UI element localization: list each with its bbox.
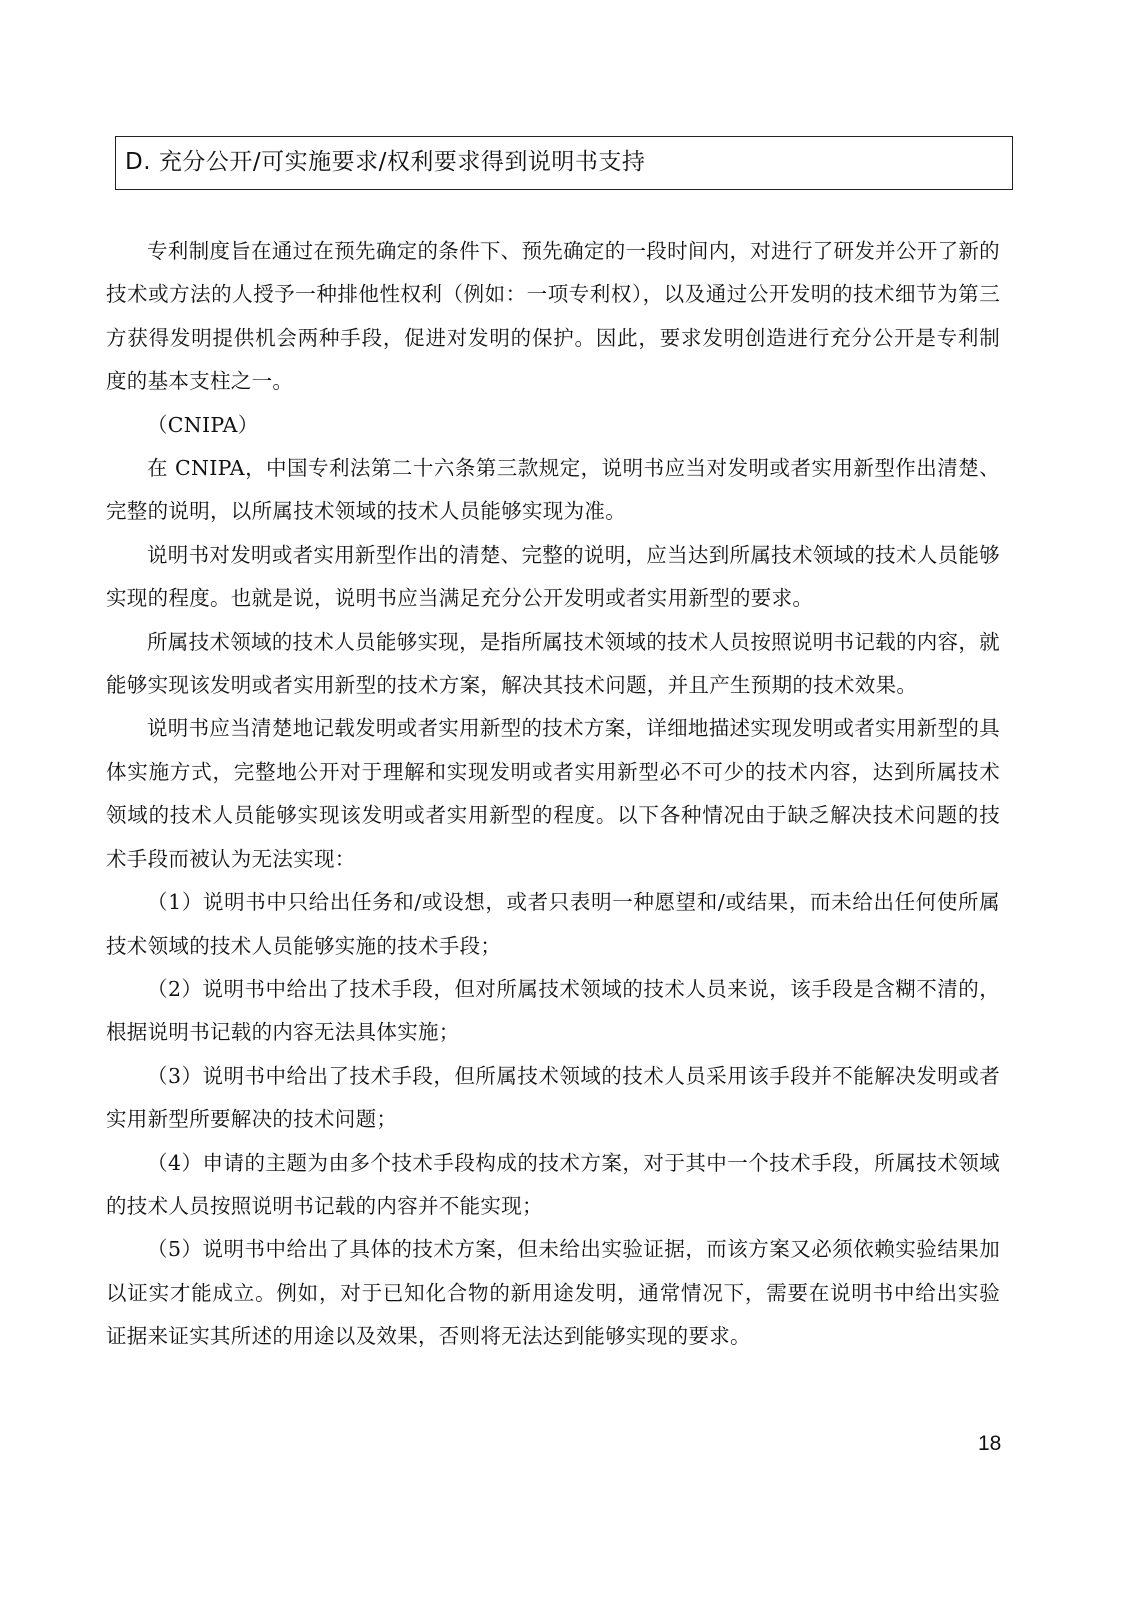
paragraph-cnipa-label: （CNIPA） (147, 412, 259, 437)
paragraph-technical-solution: 说明书应当清楚地记载发明或者实用新型的技术方案，详细地描述实现发明或者实用新型的具体实施方式，完整地公开对于理解和实现发明或者实用新型必不可少的技术内容，达到所属技术领域的技术人员能够实现该发明或者实用新型的程度。以下各种情况由于缺乏解决技术问题的技术手段而被认为无法实现： (106, 716, 1000, 871)
list-item-1: （1）说明书中只给出任务和/或设想，或者只表明一种愿望和/或结果，而未给出任何使所属技术领域的技术人员能够实施的技术手段； (106, 890, 1000, 958)
list-item-4: （4）申请的主题为由多个技术手段构成的技术方案，对于其中一个技术手段，所属技术领域的技术人员按照说明书记载的内容并不能实现； (106, 1150, 1000, 1218)
paragraph-clear-complete: 说明书对发明或者实用新型作出的清楚、完整的说明，应当达到所属技术领域的技术人员能够实现的程度。也就是说，说明书应当满足充分公开发明或者实用新型的要求。 (106, 542, 1000, 611)
list-item-2: （2）说明书中给出了技术手段，但对所属技术领域的技术人员来说，该手段是含糊不清的，根据说明书记载的内容无法具体实施； (106, 976, 1000, 1045)
paragraph-able-to-implement: 所属技术领域的技术人员能够实现，是指所属技术领域的技术人员按照说明书记载的内容，就能够实现该发明或者实用新型的技术方案，解决其技术问题，并且产生预期的技术效果。 (106, 629, 1000, 698)
list-item-5: （5）说明书中给出了具体的技术方案，但未给出实验证据，而该方案又必须依赖实验结果加以证实才能成立。例如，对于已知化合物的新用途发明，通常情况下，需要在说明书中给出实验证据来证实其所述的用途以及效果，否则将无法达到能够实现的要求。 (106, 1237, 1000, 1349)
paragraph-intro: 专利制度旨在通过在预先确定的条件下、预先确定的一段时间内，对进行了研发并公开了新的技术或方法的人授予一种排他性权利（例如：一项专利权），以及通过公开发明的技术细节为第三方获得发明提供机会两种手段，促进对发明的保护。因此，要求发明创造进行充分公开是专利制度的基本支柱之一。 (106, 239, 1000, 394)
list-item-3: （3）说明书中给出了技术手段，但所属技术领域的技术人员采用该手段并不能解决发明或者实用新型所要解决的技术问题； (106, 1063, 1000, 1132)
paragraph-article-26: 在 CNIPA，中国专利法第二十六条第三款规定，说明书应当对发明或者实用新型作出清楚、完整的说明，以所属技术领域的技术人员能够实现为准。 (106, 456, 1000, 524)
section-heading-box (115, 136, 1013, 190)
section-heading: D. 充分公开/可实施要求/权利要求得到说明书支持 (125, 149, 646, 175)
page-number: 18 (978, 1432, 1002, 1455)
body-text (106, 230, 1000, 1359)
